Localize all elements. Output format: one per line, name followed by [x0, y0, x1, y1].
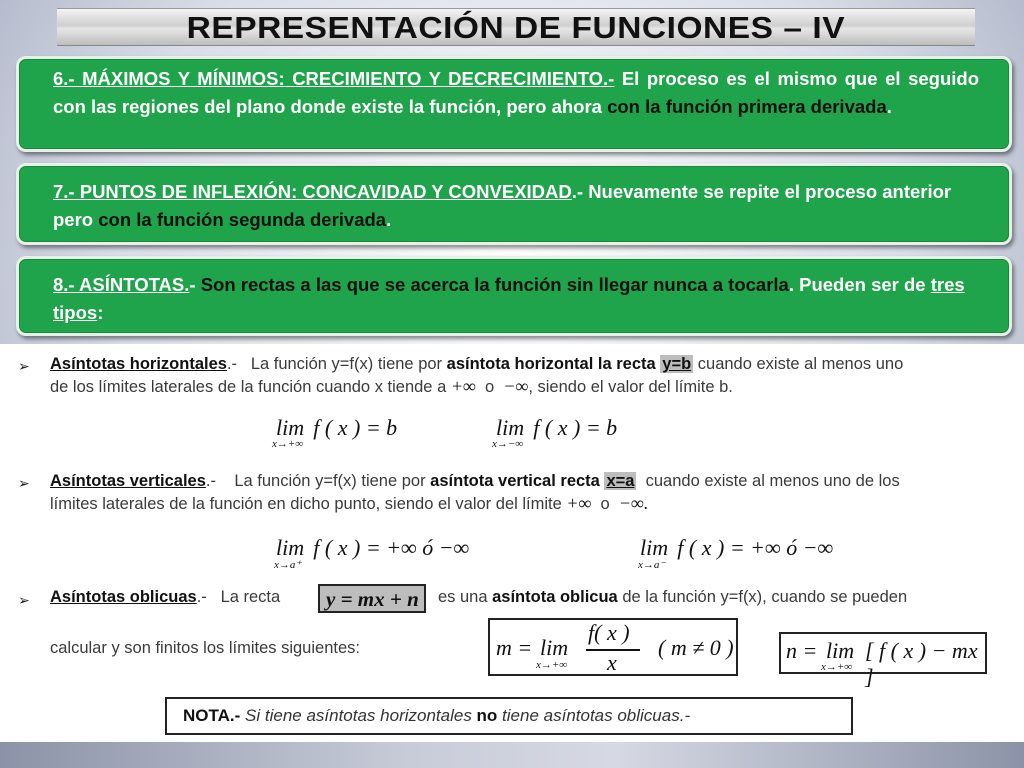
- box6-heading: 6.- MÁXIMOS Y MÍNIMOS: CRECIMIENTO Y DECRECIMIENTO.-: [53, 68, 615, 89]
- formula-subscript: x→a⁺: [274, 559, 302, 571]
- formula-subscript: x→+∞: [272, 438, 304, 450]
- vertical-l2c: o: [600, 495, 610, 513]
- vertical-text2: cuando existe al menos uno de los: [645, 472, 900, 490]
- horizontal-line1: [50, 355, 903, 374]
- horizontal-sep: .-: [226, 355, 238, 373]
- formula-body: f ( x ) = b: [533, 415, 618, 440]
- lim-symbol: lim: [540, 635, 569, 660]
- bullet-arrow-icon: ➢: [18, 592, 30, 608]
- vertical-line2: [50, 493, 648, 514]
- n-formula-box: [779, 632, 987, 689]
- asintotas-box: [16, 256, 1012, 336]
- vertical-l2a: límites laterales de la función en dicho punto, siendo el valor del límite: [50, 495, 562, 513]
- n-lhs: n =: [786, 638, 818, 663]
- oblique-formula: y = mx + n: [326, 587, 419, 611]
- formula-subscript: x→−∞: [492, 438, 524, 450]
- n-body: [ f ( x ) − mx ]: [865, 638, 978, 689]
- nota-box: [165, 697, 853, 735]
- vertical-sep: .-: [205, 472, 216, 490]
- oblique-line1: [50, 588, 280, 607]
- box8-text2: . Pueden ser de: [788, 274, 931, 295]
- horizontal-bold: asíntota horizontal la recta: [446, 355, 656, 373]
- nota-text: Si tiene asíntotas horizontales: [240, 706, 477, 725]
- box6-emph: función primera derivada: [665, 96, 887, 117]
- m-formula-box: [488, 618, 738, 676]
- lim-symbol: lim: [276, 415, 305, 440]
- oblique-line2: calcular y son finitos los límites siguientes:: [50, 639, 360, 657]
- vertical-formula-2: [640, 535, 833, 561]
- document-area: [0, 344, 1024, 742]
- box6-end: .: [886, 96, 892, 117]
- horizontal-l2c: o: [485, 378, 495, 396]
- m-lhs: m =: [496, 635, 533, 660]
- nota-bold: no: [476, 706, 498, 725]
- oblique-text2: es una: [438, 588, 493, 606]
- oblique-heading: Asíntotas oblicuas: [50, 588, 197, 606]
- m-numerator: f( x ): [588, 620, 630, 645]
- vertical-bold: asíntota vertical recta: [430, 472, 600, 490]
- horizontal-text2: cuando existe al menos uno: [693, 355, 904, 373]
- horizontal-highlight: y=b: [662, 355, 692, 373]
- box7-heading: 7.- PUNTOS DE INFLEXIÓN: CONCAVIDAD Y CONVEXIDAD: [53, 181, 572, 202]
- vertical-l2d: −∞.: [618, 493, 649, 513]
- box6-text: El proceso es el mismo que el seguido con las regiones del plano donde existe la función, pero ahora: [53, 68, 979, 117]
- box7-text: .- Nuevamente se repite el proceso anterior pero: [53, 181, 952, 230]
- box8-heading: 8.- ASÍNTOTAS.: [53, 274, 190, 295]
- vertical-heading: Asíntotas verticales: [50, 472, 206, 490]
- bullet-arrow-icon: ➢: [18, 475, 30, 491]
- box8-text: Son rectas a las que se acerca la función sin llegar nunca a tocarla: [200, 274, 789, 295]
- oblique-line1b: [438, 588, 907, 607]
- formula-body: f ( x ) = b: [313, 415, 398, 440]
- m-denominator: x: [607, 650, 617, 675]
- bullet-arrow-icon: ➢: [18, 358, 30, 374]
- horizontal-l2e: , siendo el valor del límite b.: [528, 378, 733, 396]
- formula-body: f ( x ) = +∞ ó −∞: [313, 535, 470, 560]
- horizontal-l2a: de los límites laterales de la función cuando x tiende a: [50, 378, 447, 396]
- box7-end: .: [386, 209, 392, 230]
- formula-subscript: x→a⁻: [638, 559, 666, 571]
- formula-subscript: x→+∞: [536, 659, 568, 671]
- lim-symbol: lim: [276, 535, 305, 560]
- formula-subscript: x→+∞: [821, 661, 853, 673]
- box6-text2: con la: [607, 96, 666, 117]
- box8-emph: tres tipos: [53, 274, 965, 323]
- nota-text2: tiene asíntotas oblicuas.-: [497, 706, 691, 725]
- vertical-highlight: x=a: [606, 472, 635, 490]
- slide-title: REPRESENTACIÓN DE FUNCIONES – IV: [186, 10, 846, 45]
- horizontal-text: La función y=f(x) tiene por: [250, 355, 447, 373]
- title-bar: [57, 8, 975, 46]
- oblique-text: La recta: [220, 588, 281, 606]
- horizontal-heading: Asíntotas horizontales: [50, 355, 227, 373]
- horizontal-l2d: −∞: [503, 376, 529, 396]
- vertical-line1: [50, 472, 900, 491]
- horizontal-line2: [50, 376, 733, 397]
- oblique-text3: de la función y=f(x), cuando se pueden: [617, 588, 908, 606]
- lim-symbol: lim: [826, 638, 855, 663]
- box8-dash: -: [189, 274, 201, 295]
- puntos-inflexion-box: [16, 163, 1012, 245]
- box8-end: :: [97, 302, 104, 323]
- oblique-bold: asíntota oblicua: [492, 588, 618, 606]
- nota-label: NOTA.-: [183, 706, 241, 725]
- oblique-sep: .-: [196, 588, 207, 606]
- horizontal-l2b: +∞: [450, 376, 476, 396]
- formula-body: f ( x ) = +∞ ó −∞: [677, 535, 834, 560]
- oblique-formula-box: [318, 584, 426, 613]
- m-condition: ( m ≠ 0 ): [658, 635, 734, 660]
- vertical-l2b: +∞: [566, 493, 592, 513]
- box7-emph: función segunda derivada: [156, 209, 387, 230]
- bottom-decoration: [0, 742, 1024, 768]
- maximos-minimos-box: [16, 56, 1012, 152]
- vertical-text: La función y=f(x) tiene por: [234, 472, 431, 490]
- lim-symbol: lim: [640, 535, 669, 560]
- lim-symbol: lim: [496, 415, 525, 440]
- box7-text2: con la: [98, 209, 157, 230]
- vertical-formula-1: [276, 535, 469, 561]
